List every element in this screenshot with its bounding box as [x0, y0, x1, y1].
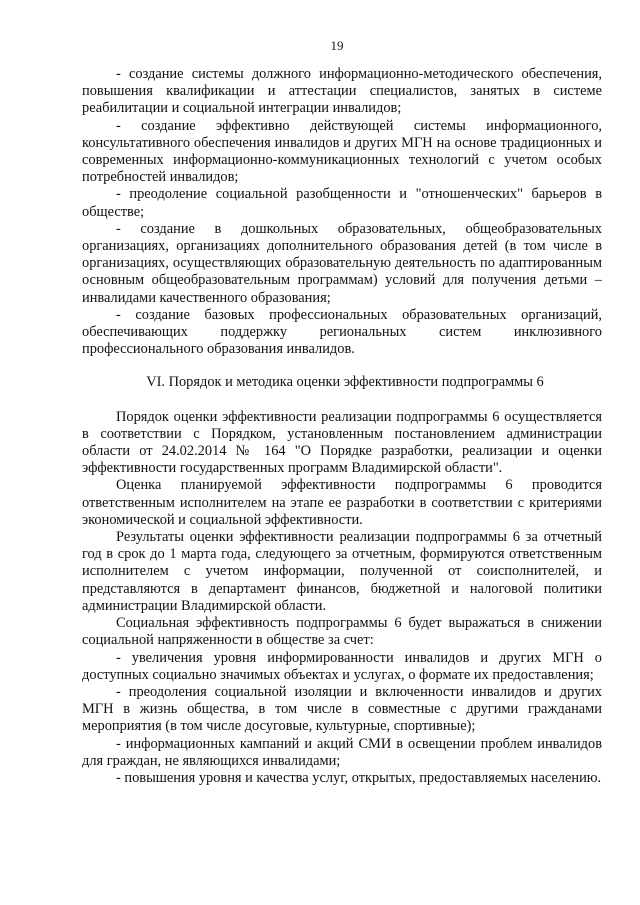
list-item: - создание в дошкольных образовательных, общеобразовательных организациях, организациях дополнительного образования детей (в том числе в организациях, осуществляющих образовательную деятельность по адаптированным основным общеобразовательным программам) условий для получения детьми – инвалидами качественного образования; [82, 220, 602, 306]
list-item: - увеличения уровня информированности инвалидов и других МГН о доступных социально значимых объектах и услугах, о формате их предоставления; [82, 649, 602, 683]
page-number: 19 [330, 38, 344, 53]
list-item: - преодоления социальной изоляции и включенности инвалидов и других МГН в жизнь общества, в том числе в совместные с другими гражданами мероприятия (в том числе досуговые, культурные, спортивные); [82, 683, 602, 735]
paragraph: Результаты оценки эффективности реализации подпрограммы 6 за отчетный год в срок до 1 марта года, следующего за отчетным, формируются ответственным исполнителем с учетом информации, полученной от соисполнителей, и представляются в департамент финансов, бюджетной и налоговой политики администрации Владимирской области. [82, 529, 602, 614]
list-item: - преодоление социальной разобщенности и "отношенческих" барьеров в обществе; [82, 186, 602, 220]
list-item: - создание эффективно действующей системы информационного, консультативного обеспечения инвалидов и других МГН на основе традиционных и современных информационно-коммуникационных технологий с учетом особых потребностей инвалидов; [82, 117, 602, 186]
list-item: - создание базовых профессиональных образовательных организаций, обеспечивающих поддержку региональных систем инклюзивного профессионального образования инвалидов. [82, 306, 602, 358]
paragraph: Оценка планируемой эффективности подпрограммы 6 проводится ответственным исполнителем на этапе ее разработки в соответствии с критериями экономической и социальной эффективности. [82, 477, 602, 528]
paragraph: Порядок оценки эффективности реализации подпрограммы 6 осуществляется в соответствии с Порядком, установленным постановлением администрации области от 24.02.2014 № 164 "О Порядке разработки, реализации и оценки эффективности государственных программ Владимирской области". [82, 408, 602, 477]
paragraph: Социальная эффективность подпрограммы 6 будет выражаться в снижении социальной напряженности в обществе за счет: [82, 615, 602, 649]
list-item: - создание системы должного информационно-методического обеспечения, повышения квалификации и аттестации специалистов, занятых в системе реабилитации и социальной интеграции инвалидов; [82, 66, 602, 117]
section-heading: VI. Порядок и методика оценки эффективности подпрограммы 6 [146, 374, 544, 391]
list-item: - информационных кампаний и акций СМИ в освещении проблем инвалидов для граждан, не являющихся инвалидами; [82, 735, 602, 769]
list-item: - повышения уровня и качества услуг, открытых, предоставляемых населению. [116, 769, 602, 786]
